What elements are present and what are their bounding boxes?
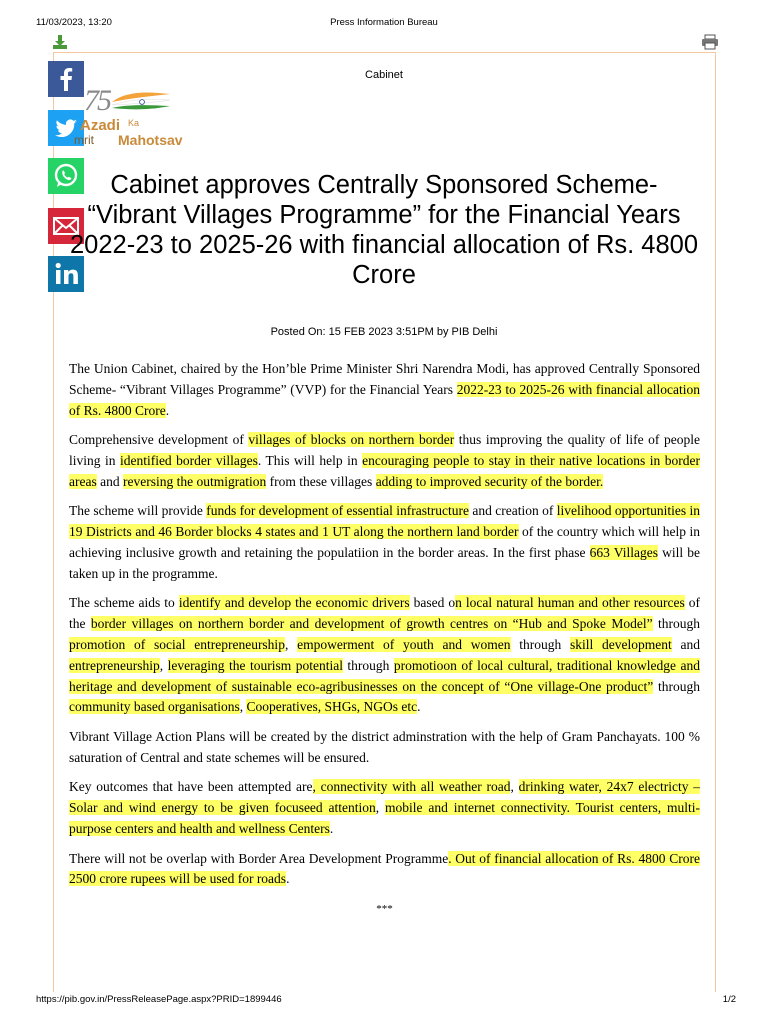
body-text: based o — [409, 595, 456, 611]
highlighted-text: community based organisations — [69, 699, 240, 715]
highlighted-text: entrepreneurship — [69, 657, 160, 673]
body-text: , — [239, 699, 247, 715]
highlighted-text: identified border villages — [119, 452, 258, 468]
highlighted-text: drinking water, 24x7 electricty – Solar and wind energy to be given focuseed attention — [69, 779, 701, 816]
body-text: from these villages — [266, 473, 376, 489]
highlighted-text: 663 Villages — [589, 544, 658, 560]
highlighted-text: encouraging people to stay in their native locations in border areas — [69, 452, 700, 489]
flag-swoosh-icon — [110, 90, 172, 116]
ministry-name: Cabinet — [365, 69, 403, 81]
body-text: . — [165, 402, 170, 418]
print-header — [0, 17, 768, 31]
highlighted-text: Cooperatives, SHGs, NGOs etc — [246, 699, 418, 715]
highlighted-text: villages of blocks on northern border — [248, 432, 455, 448]
body-text: will be taken up in the programme. — [69, 544, 700, 581]
body-text: thus improving the quality of life of people living in — [69, 432, 700, 468]
logo-mahotsav: Mahotsav — [118, 132, 183, 148]
highlighted-text: funds for development of essential infrastructure — [206, 503, 470, 519]
body-text: Vibrant Village Action Plans will be created by the district adminstration with the help of Gram Panchayats. 100 % saturation of Central and state schemes will be ensured. — [69, 728, 700, 765]
highlighted-text: border villages on northern border and development of growth centres on “Hub and Spoke Model” — [90, 616, 653, 632]
highlighted-text: . Out of financial allocation of Rs. 4800 Crore 2500 crore rupees will be used for roads — [69, 850, 700, 887]
press-release-body — [69, 359, 700, 920]
body-text: through — [510, 636, 571, 652]
body-text: The Union Cabinet, chaired by the Hon’ble Prime Minister Shri Narendra Modi, has approved Centrally Sponsored Scheme- “Vibrant Villages Programme” (VVP) for the Financial Years — [69, 361, 700, 397]
highlighted-text: skill development — [570, 636, 672, 652]
body-text: , — [375, 800, 386, 816]
body-text: through — [342, 657, 394, 673]
download-icon[interactable] — [52, 34, 68, 50]
body-text: Key outcomes that have been attempted are — [69, 779, 313, 795]
body-paragraph — [69, 430, 700, 492]
body-text: The scheme will provide — [69, 503, 207, 519]
highlighted-text: promotioon of local cultural, traditional knowledge and heritage and development of sustainable eco-agribusinesses on the concept of “One village-One product” — [69, 657, 701, 694]
highlighted-text: adding to improved security of the border. — [375, 473, 604, 489]
body-text: Comprehensive development of — [69, 432, 249, 448]
body-paragraph — [69, 359, 700, 421]
body-text: and — [671, 636, 701, 652]
print-datetime: 11/03/2023, 13:20 — [36, 17, 112, 28]
body-text: The scheme aids to — [69, 595, 179, 611]
body-text: through — [653, 678, 701, 694]
end-mark: *** — [376, 902, 393, 915]
logo-ka: Ka — [128, 118, 140, 128]
highlighted-text: leveraging the tourism potential — [167, 657, 343, 673]
body-text: , — [510, 779, 519, 795]
body-text: of the country which will help in achieving inclusive growth and retaining the populatiion in the border areas. In the first phase — [69, 524, 701, 560]
body-paragraph — [69, 593, 700, 718]
body-paragraph — [69, 777, 700, 839]
body-text: of the — [69, 595, 700, 632]
azadi-ka-amrit-mahotsav-logo — [62, 84, 198, 150]
body-text: . This will help in — [257, 452, 363, 468]
highlighted-text: 2022-23 to 2025-26 with financial allocation of Rs. 4800 Crore — [69, 381, 700, 418]
body-paragraph — [69, 501, 700, 584]
highlighted-text: mobile and internet connectivity. Tourist centers, multi-purpose centers and health and wellness Centers — [69, 800, 701, 836]
logo-azadi: Azadi — [80, 117, 121, 134]
body-text: , — [284, 636, 298, 652]
body-text: through — [652, 616, 701, 632]
highlighted-text: , connectivity with all weather road — [312, 779, 511, 795]
printer-icon[interactable] — [701, 34, 719, 50]
press-release-headline: Cabinet approves Centrally Sponsored Scheme- “Vibrant Villages Programme” for the Financial Years 2022-23 to 2025-26 with financial allocation of Rs. 4800 Crore — [70, 171, 698, 289]
body-paragraph — [69, 849, 700, 891]
body-text: . — [286, 871, 290, 887]
page-number: 1/2 — [722, 994, 736, 1005]
page-url: https://pib.gov.in/PressReleasePage.aspx?PRID=1899446 — [36, 994, 282, 1005]
logo-75: 75 — [84, 84, 110, 117]
highlighted-text: reversing the outmigration — [122, 473, 267, 489]
print-footer — [0, 994, 768, 1008]
highlighted-text: promotion of social entrepreneurship — [69, 636, 285, 652]
posted-on: Posted On: 15 FEB 2023 3:51PM by PIB Delhi — [270, 326, 498, 338]
print-site-title: Press Information Bureau — [330, 17, 438, 28]
body-text: , — [159, 657, 168, 673]
highlighted-text: empowerment of youth and women — [297, 636, 511, 652]
highlighted-text: livelihood opportunities in 19 Districts and 46 Border blocks 4 states and 1 UT along the northern land border — [69, 503, 700, 540]
logo-amrit: mrit — [74, 133, 94, 147]
body-text: and — [96, 473, 123, 489]
highlighted-text: identify and develop the economic drivers — [178, 595, 410, 611]
body-text: and creation of — [469, 503, 557, 519]
body-text: There will not be overlap with Border Area Development Programme — [69, 850, 449, 866]
highlighted-text: n local natural human and other resources — [455, 595, 685, 611]
body-text: . — [417, 699, 421, 715]
body-text: . — [329, 820, 334, 836]
body-paragraph — [69, 727, 700, 769]
